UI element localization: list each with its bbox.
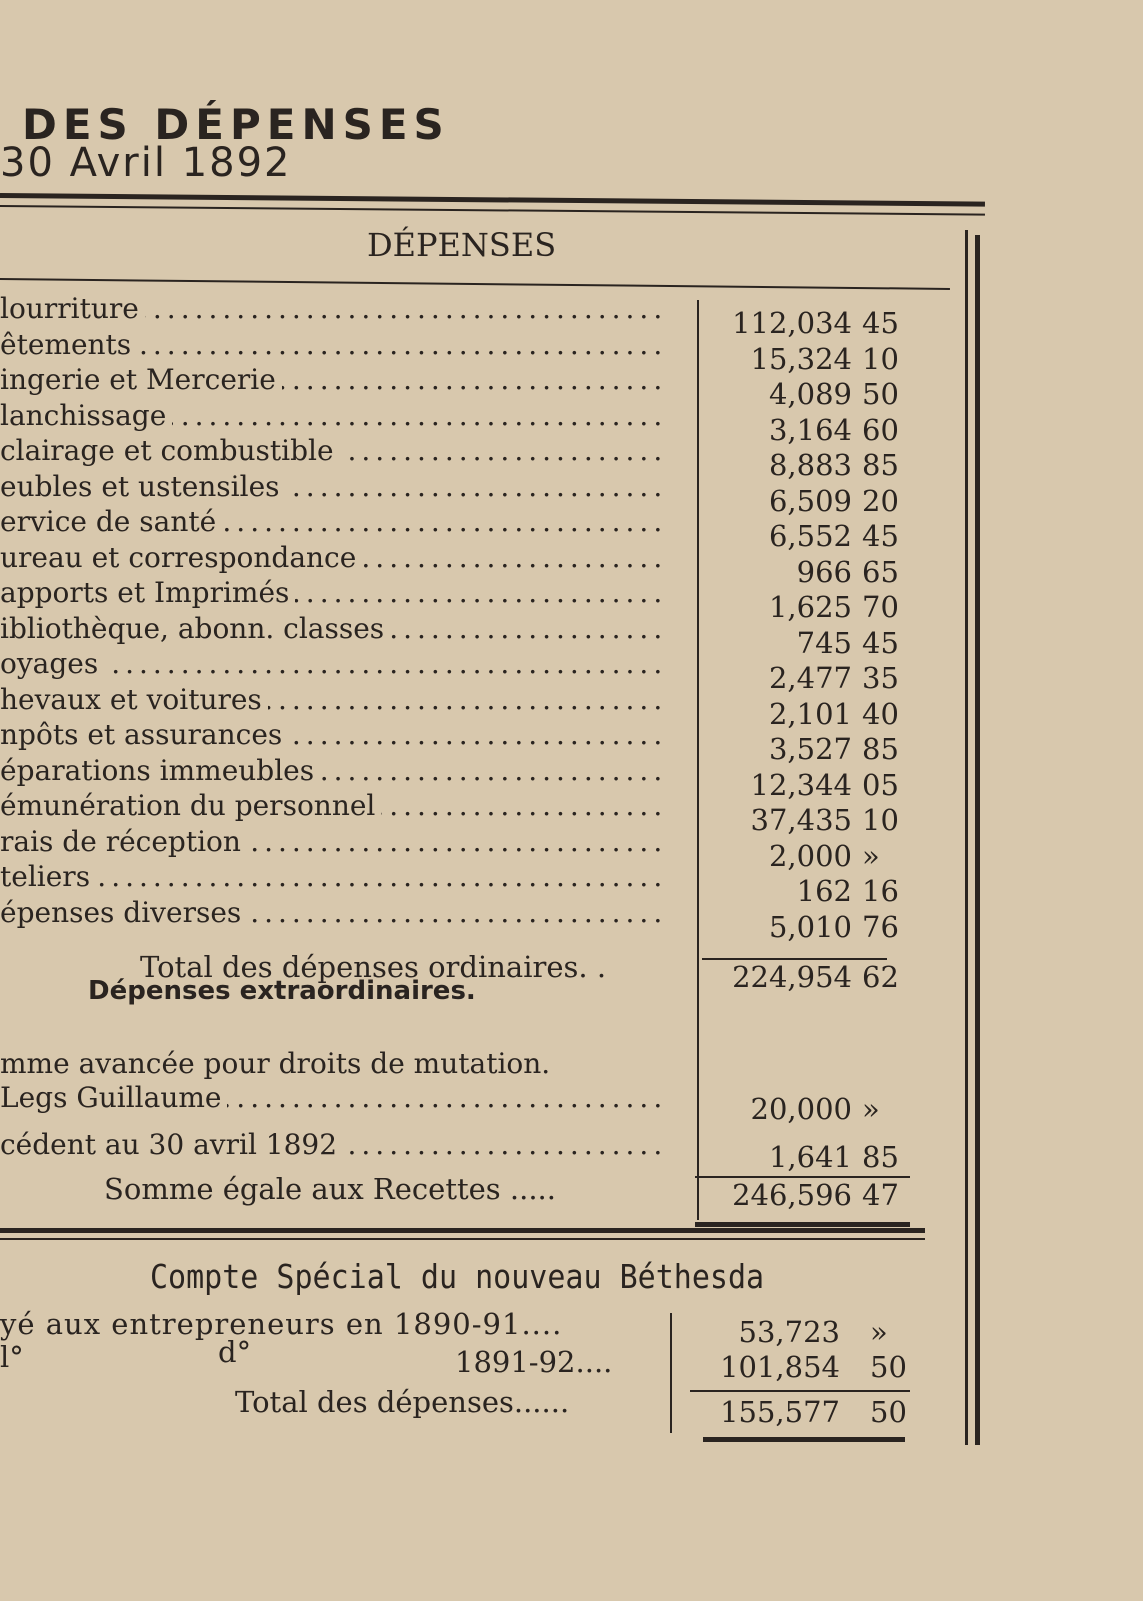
special-total-cents: 50	[870, 1395, 907, 1429]
expense-label: éparations immeubles .....	[0, 754, 660, 790]
expense-cents: 10	[862, 803, 899, 837]
expense-cents: 85	[862, 448, 899, 482]
expense-amount: 745	[796, 625, 852, 660]
top-rule-thin	[0, 205, 985, 216]
grand-total-amount: 246,596	[732, 1178, 852, 1212]
extraordinary-heading: Dépenses extraordinaires.	[88, 976, 476, 1006]
expense-amount: 8,883	[768, 448, 852, 482]
frame-right-outer	[975, 235, 980, 1445]
expense-cents: 85	[862, 732, 899, 766]
expense-label: apports et Imprimés .....	[0, 576, 660, 612]
special-row2-ditto: d°	[218, 1335, 252, 1369]
expense-label: êtements .....	[0, 328, 660, 364]
expense-cents: 65	[862, 554, 899, 589]
special-separator-thick	[0, 1228, 925, 1233]
extraordinary-line1: mme avancée pour droits de mutation.	[0, 1047, 660, 1083]
balance-cents: 85	[862, 1140, 899, 1174]
expense-cents: 45	[862, 625, 899, 660]
expense-amount: 3,164	[768, 412, 852, 447]
page-title: DES DÉPENSES	[22, 100, 450, 149]
expense-amount: 966	[796, 554, 852, 589]
expense-label: lourriture .....	[0, 292, 660, 328]
expense-label: hevaux et voitures .....	[0, 683, 660, 719]
expense-label: ervice de santé .....	[0, 505, 660, 541]
expense-label: épenses diverses .....	[0, 896, 660, 932]
special-total-rule-top	[690, 1390, 910, 1392]
expense-cents: 05	[862, 767, 899, 802]
total-ordinary-cents: 62	[862, 960, 899, 994]
expense-cents: 60	[862, 412, 899, 447]
top-rule-thick	[0, 193, 985, 207]
expense-cents: 16	[862, 874, 899, 908]
expense-label: eubles et ustensiles .....	[0, 470, 660, 506]
expense-amount: 2,477	[768, 661, 852, 695]
special-total-label: Total des dépenses......	[235, 1385, 570, 1419]
expense-label: clairage et combustible .....	[0, 434, 660, 470]
expense-label: oyages .....	[0, 647, 660, 683]
expense-label: npôts et assurances .....	[0, 718, 660, 754]
grand-total-label: Somme égale aux Recettes .....	[104, 1172, 556, 1206]
extraordinary-amount: 20,000	[750, 1092, 852, 1126]
expense-amount: 12,344	[750, 767, 852, 802]
expense-cents: 70	[862, 590, 899, 624]
expense-amount: 112,034	[732, 306, 852, 340]
special-separator-thin	[0, 1238, 925, 1240]
grand-total-rule-bottom	[695, 1222, 910, 1227]
total-ordinary-amount: 224,954	[732, 960, 852, 994]
expense-cents: 45	[862, 306, 899, 340]
expense-cents: »	[862, 838, 880, 873]
header-rule	[0, 278, 950, 290]
special-row1-label: yé aux entrepreneurs en 1890-91....	[0, 1307, 563, 1341]
special-row2-year: 1891-92....	[455, 1345, 613, 1379]
expense-amount: 3,527	[768, 732, 852, 766]
expense-amount: 2,000	[768, 838, 852, 873]
expense-amount: 6,552	[768, 519, 852, 553]
expense-cents: 20	[862, 483, 899, 518]
frame-right-inner	[965, 230, 968, 1445]
section-title: DÉPENSES	[367, 226, 557, 264]
expense-label: ibliothèque, abonn. classes .....	[0, 612, 660, 648]
expense-cents: 10	[862, 341, 899, 376]
expense-label: émunération du personnel .....	[0, 789, 660, 825]
extraordinary-line2: Legs Guillaume .....	[0, 1081, 660, 1117]
expense-cents: 45	[862, 519, 899, 553]
expense-amount: 37,435	[750, 803, 852, 837]
balance-amount: 1,641	[768, 1140, 852, 1174]
special-total-amount: 155,577	[720, 1395, 840, 1429]
expense-label: ingerie et Mercerie .....	[0, 363, 660, 399]
expense-amount: 6,509	[768, 483, 852, 518]
total-ordinary-label: Total des dépenses ordinaires. .	[140, 950, 607, 984]
special-row1-amount: 53,723	[738, 1315, 840, 1349]
extraordinary-cents: »	[862, 1092, 880, 1126]
expense-amount: 162	[796, 874, 852, 908]
expense-label: ureau et correspondance .....	[0, 541, 660, 577]
special-row2-cents: 50	[870, 1350, 907, 1384]
balance-label: cédent au 30 avril 1892 .....	[0, 1128, 660, 1164]
expense-label: teliers .....	[0, 860, 660, 896]
special-total-rule-bottom	[703, 1437, 905, 1442]
expense-amount: 1,625	[768, 590, 852, 624]
page-subtitle-date: 30 Avril 1892	[0, 140, 292, 186]
expense-label: rais de réception .....	[0, 825, 660, 861]
expense-label: lanchissage .....	[0, 399, 660, 435]
expense-amount: 5,010	[768, 909, 852, 944]
special-row2-amount: 101,854	[720, 1350, 840, 1384]
special-row1-cents: »	[870, 1315, 888, 1349]
expense-cents: 35	[862, 661, 899, 695]
expense-amount: 15,324	[750, 341, 852, 376]
special-account-heading: Compte Spécial du nouveau Béthesda	[150, 1258, 765, 1297]
special-row2-prefix: l°	[0, 1340, 24, 1374]
expense-amount: 2,101	[768, 696, 852, 731]
grand-total-cents: 47	[862, 1178, 899, 1212]
expense-amount: 4,089	[768, 377, 852, 411]
expense-cents: 76	[862, 909, 899, 944]
expense-cents: 40	[862, 696, 899, 731]
expense-cents: 50	[862, 377, 899, 411]
